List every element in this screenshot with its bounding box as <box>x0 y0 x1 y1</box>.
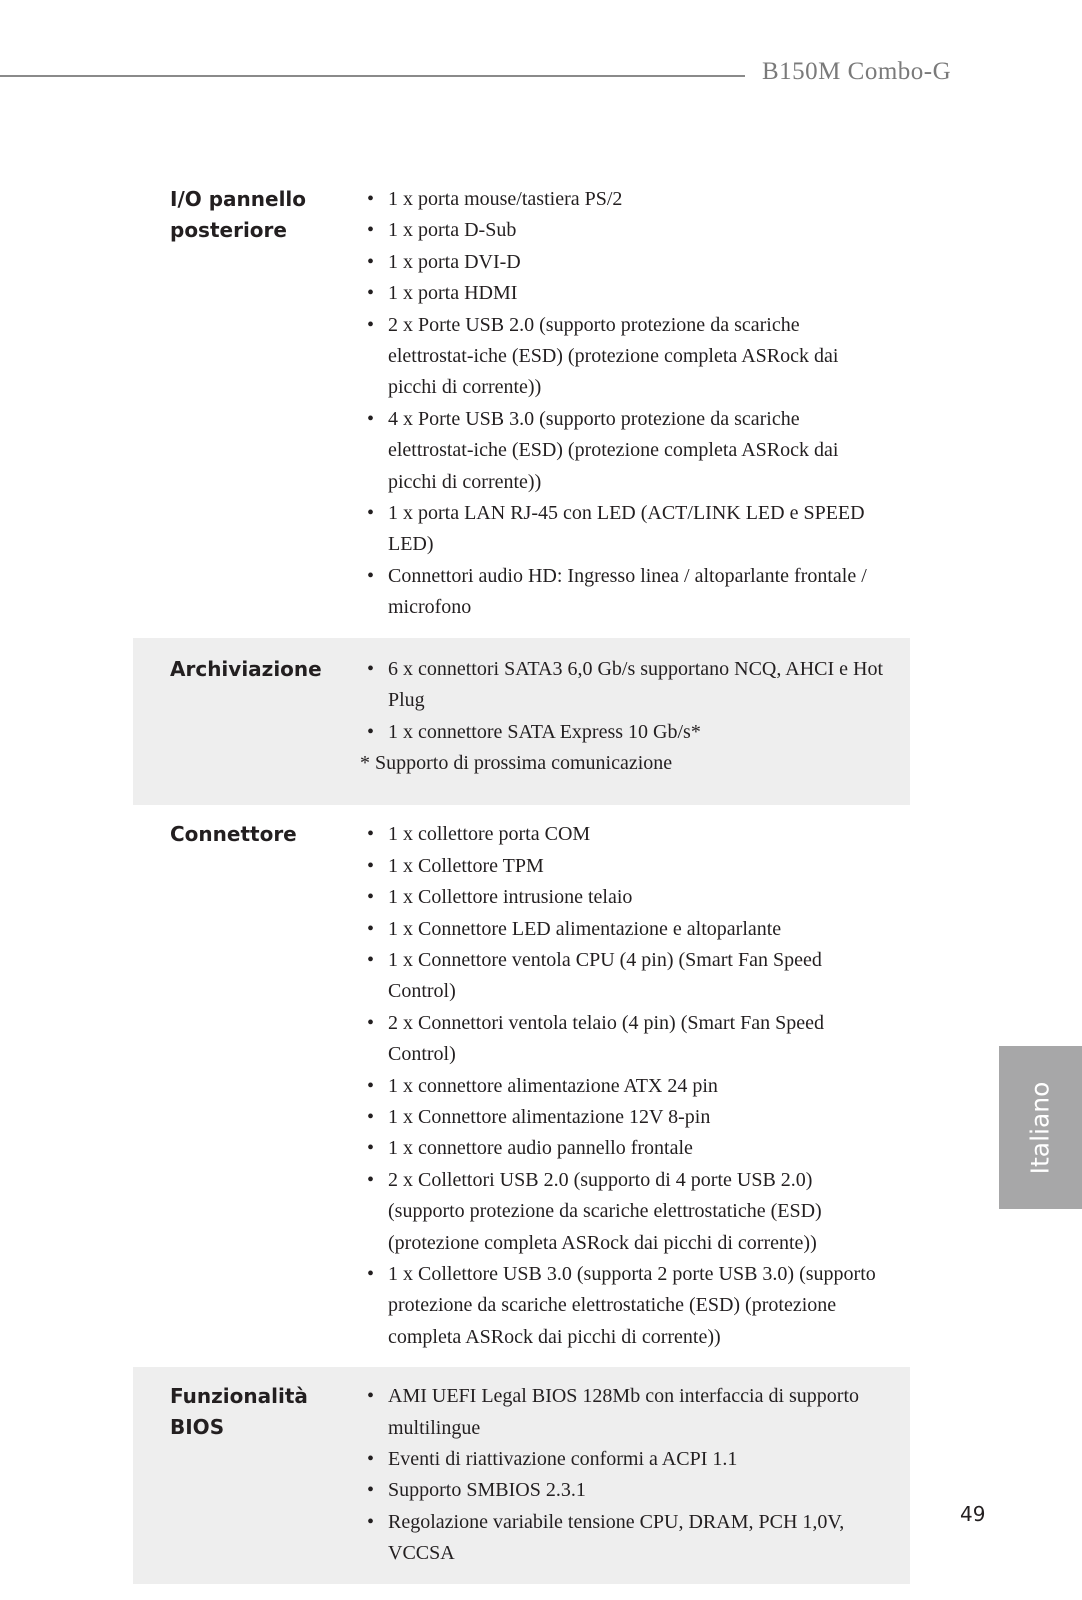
bios-list <box>360 1381 890 1569</box>
list-item: • 2 x Connettori ventola telaio (4 pin) (Smart Fan Speed Control) <box>360 1008 890 1071</box>
list-item: • 1 x Connettore LED alimentazione e altoparlante <box>360 914 890 945</box>
io-list <box>360 184 890 624</box>
list-item: • Eventi di riattivazione conformi a ACPI 1.1 <box>360 1444 890 1475</box>
row-label-connector: Connettore <box>170 822 297 847</box>
storage-footnote: * Supporto di prossima comunicazione <box>360 751 673 774</box>
row-label-io: I/O pannello posteriore <box>170 187 307 242</box>
header-rule <box>0 75 745 77</box>
list-item: • 1 x porta DVI-D <box>360 247 890 278</box>
list-item: • 1 x porta D-Sub <box>360 215 890 246</box>
spec-row-bios <box>133 1367 910 1583</box>
list-item: • 1 x Connettore alimentazione 12V 8-pin <box>360 1102 890 1133</box>
list-item: • 2 x Porte USB 2.0 (supporto protezione da scariche elettrostat-iche (ESD) (protezione completa ASRock dai picchi di corrente)) <box>360 310 890 404</box>
list-item: • Connettori audio HD: Ingresso linea / altoparlante frontale / microfono <box>360 561 890 624</box>
list-item: • 6 x connettori SATA3 6,0 Gb/s supportano NCQ, AHCI e Hot Plug <box>360 654 890 717</box>
row-content-io <box>348 184 910 624</box>
list-item: • 1 x porta LAN RJ-45 con LED (ACT/LINK LED e SPEED LED) <box>360 498 890 561</box>
list-item: • 1 x connettore audio pannello frontale <box>360 1133 890 1164</box>
list-item: • 1 x porta HDMI <box>360 278 890 309</box>
language-side-tab-label: Italiano <box>1025 1081 1055 1175</box>
row-content-connector <box>348 819 910 1353</box>
row-label-bios: Funzionalità BIOS <box>170 1384 308 1440</box>
list-item: • 4 x Porte USB 3.0 (supporto protezione da scariche elettrostat-iche (ESD) (protezione completa ASRock dai picchi di corrente)) <box>360 404 890 498</box>
spec-row-storage <box>133 638 910 806</box>
spec-row-io <box>133 172 910 638</box>
list-item: • AMI UEFI Legal BIOS 128Mb con interfaccia di supporto multilingue <box>360 1381 890 1444</box>
list-item: • 1 x porta mouse/tastiera PS/2 <box>360 184 890 215</box>
row-content-bios <box>348 1381 910 1569</box>
list-item: • 1 x connettore SATA Express 10 Gb/s* <box>360 717 890 748</box>
list-item: • 1 x connettore alimentazione ATX 24 pin <box>360 1071 890 1102</box>
list-item: • Regolazione variabile tensione CPU, DRAM, PCH 1,0V, VCCSA <box>360 1507 890 1570</box>
list-item: • 1 x Collettore intrusione telaio <box>360 882 890 913</box>
spec-table <box>133 172 910 1584</box>
list-item: • 1 x Collettore USB 3.0 (supporta 2 porte USB 3.0) (supporto protezione da scariche elettrostatiche (ESD) (protezione completa ASRock dai picchi di corrente)) <box>360 1259 890 1353</box>
storage-list <box>360 654 890 748</box>
list-item: • 1 x Connettore ventola CPU (4 pin) (Smart Fan Speed Control) <box>360 945 890 1008</box>
page-number: 49 <box>960 1502 986 1526</box>
list-item: • 2 x Collettori USB 2.0 (supporto di 4 porte USB 2.0) (supporto protezione da scariche elettrostatiche (ESD) (protezione completa ASRock dai picchi di corrente)) <box>360 1165 890 1259</box>
row-label-storage: Archiviazione <box>170 656 322 681</box>
row-content-storage <box>348 654 910 780</box>
header-title: B150M Combo-G <box>762 58 952 85</box>
list-item: • Supporto SMBIOS 2.3.1 <box>360 1475 890 1506</box>
list-item: • 1 x Collettore TPM <box>360 851 890 882</box>
spec-row-connector <box>133 805 910 1367</box>
list-item: • 1 x collettore porta COM <box>360 819 890 850</box>
language-side-tab <box>999 1046 1082 1209</box>
connector-list <box>360 819 890 1353</box>
